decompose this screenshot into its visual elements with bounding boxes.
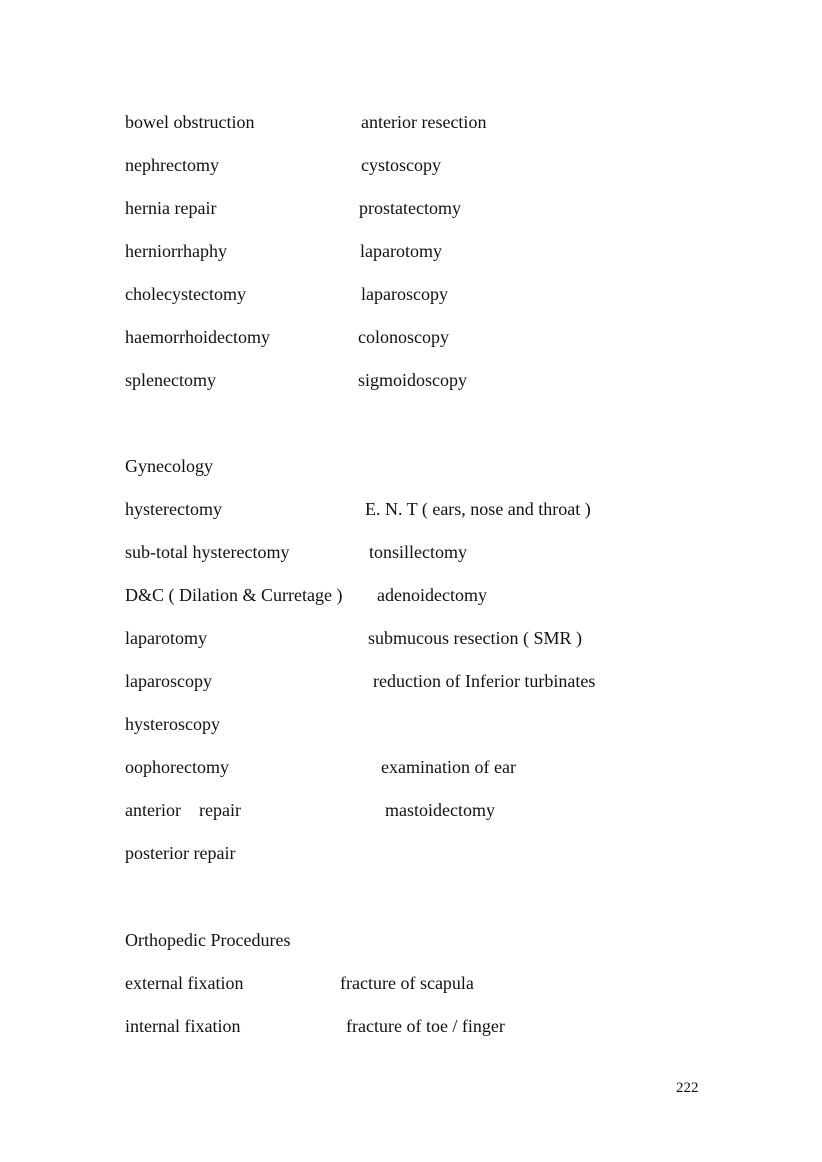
term-right: prostatectomy — [359, 198, 461, 218]
term-left: hernia repair — [125, 198, 217, 218]
term-right: reduction of Inferior turbinates — [373, 671, 596, 691]
term-left: oophorectomy — [125, 757, 229, 777]
term-right: tonsillectomy — [369, 542, 467, 562]
term-right: laparotomy — [360, 241, 442, 261]
term-right: sigmoidoscopy — [358, 370, 468, 390]
section-heading-gynecology: Gynecology — [125, 456, 213, 476]
term-left: internal fixation — [125, 1016, 241, 1036]
term-left: hysterectomy — [125, 499, 222, 519]
term-left: sub-total hysterectomy — [125, 542, 290, 562]
term-right: submucous resection ( SMR ) — [368, 628, 582, 648]
term-right: laparoscopy — [361, 284, 448, 304]
term-left: anterior repair — [125, 800, 241, 820]
term-right: fracture of toe / finger — [346, 1016, 505, 1036]
term-left: hysteroscopy — [125, 714, 220, 734]
term-left: laparoscopy — [125, 671, 212, 691]
term-left: nephrectomy — [125, 155, 219, 175]
term-right: fracture of scapula — [340, 973, 474, 993]
term-left: herniorrhaphy — [125, 241, 227, 261]
term-left: external fixation — [125, 973, 244, 993]
term-left: posterior repair — [125, 843, 236, 863]
term-right: colonoscopy — [358, 327, 449, 347]
term-left: cholecystectomy — [125, 284, 246, 304]
term-right: examination of ear — [381, 757, 516, 777]
term-right: E. N. T ( ears, nose and throat ) — [365, 499, 591, 519]
term-right: adenoidectomy — [377, 585, 487, 605]
term-left: haemorrhoidectomy — [125, 327, 270, 347]
term-left: laparotomy — [125, 628, 207, 648]
term-right: mastoidectomy — [385, 800, 495, 820]
term-left: splenectomy — [125, 370, 216, 390]
term-left: D&C ( Dilation & Curretage ) — [125, 585, 343, 605]
term-right: cystoscopy — [361, 155, 441, 175]
term-right: anterior resection — [361, 112, 487, 132]
section-heading-orthopedic: Orthopedic Procedures — [125, 930, 291, 950]
term-left: bowel obstruction — [125, 112, 255, 132]
page-number: 222 — [676, 1080, 699, 1096]
